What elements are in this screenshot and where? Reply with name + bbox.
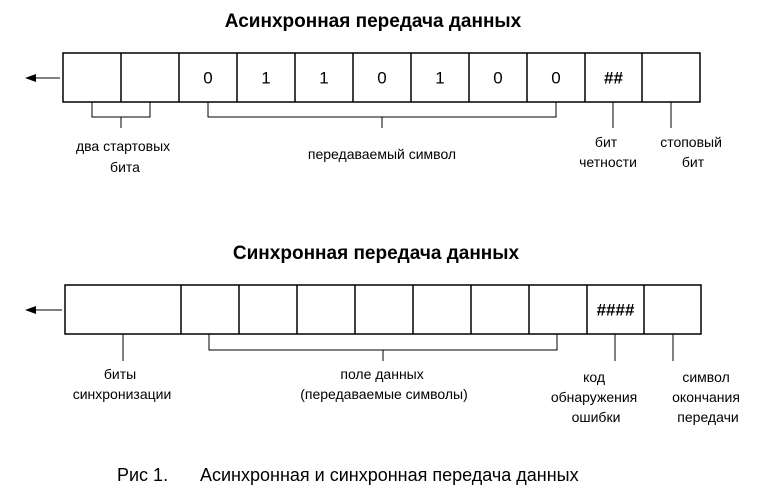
async-cell-2: 0 — [203, 68, 213, 88]
async-cell-8: 0 — [551, 68, 561, 88]
async-cell-7: 0 — [493, 68, 503, 88]
sync-data-field-bracket — [209, 334, 557, 361]
sync-bits-label: биты синхронизации — [72, 366, 172, 402]
async-cells — [121, 53, 642, 102]
sync-cell-8: #### — [596, 300, 635, 320]
sync-cells — [181, 285, 644, 334]
sync-frame — [65, 285, 701, 334]
sync-error-code-label: код обнаружения ошибки — [550, 369, 638, 425]
async-stop-label: стоповый бит — [660, 134, 722, 170]
figure-caption — [117, 465, 579, 485]
async-symbol-label: передаваемый символ — [307, 146, 457, 162]
async-cell-6: 1 — [435, 68, 445, 88]
async-direction-arrow — [25, 74, 60, 82]
async-cell-9: ## — [604, 68, 623, 88]
sync-end-symbol-label: символ окончания передачи — [672, 369, 740, 425]
async-start-bits-label: два стартовых бита — [75, 138, 171, 175]
async-start-bits-bracket — [92, 102, 150, 128]
async-title: Асинхронная передача данных — [224, 11, 522, 32]
sync-title: Синхронная передача данных — [232, 243, 520, 264]
sync-direction-arrow — [25, 306, 62, 314]
figure-number: Рис 1. — [117, 465, 169, 485]
async-symbol-bracket — [208, 102, 556, 128]
async-cell-4: 1 — [319, 68, 329, 88]
async-cell-3: 1 — [261, 68, 271, 88]
async-parity-label: бит четности — [579, 134, 637, 170]
sync-data-field-label: поле данных (передаваемые символы) — [300, 366, 468, 402]
async-cell-5: 0 — [377, 68, 387, 88]
figure-caption-text: Асинхронная и синхронная передача данных — [200, 465, 579, 485]
async-frame — [63, 53, 700, 102]
